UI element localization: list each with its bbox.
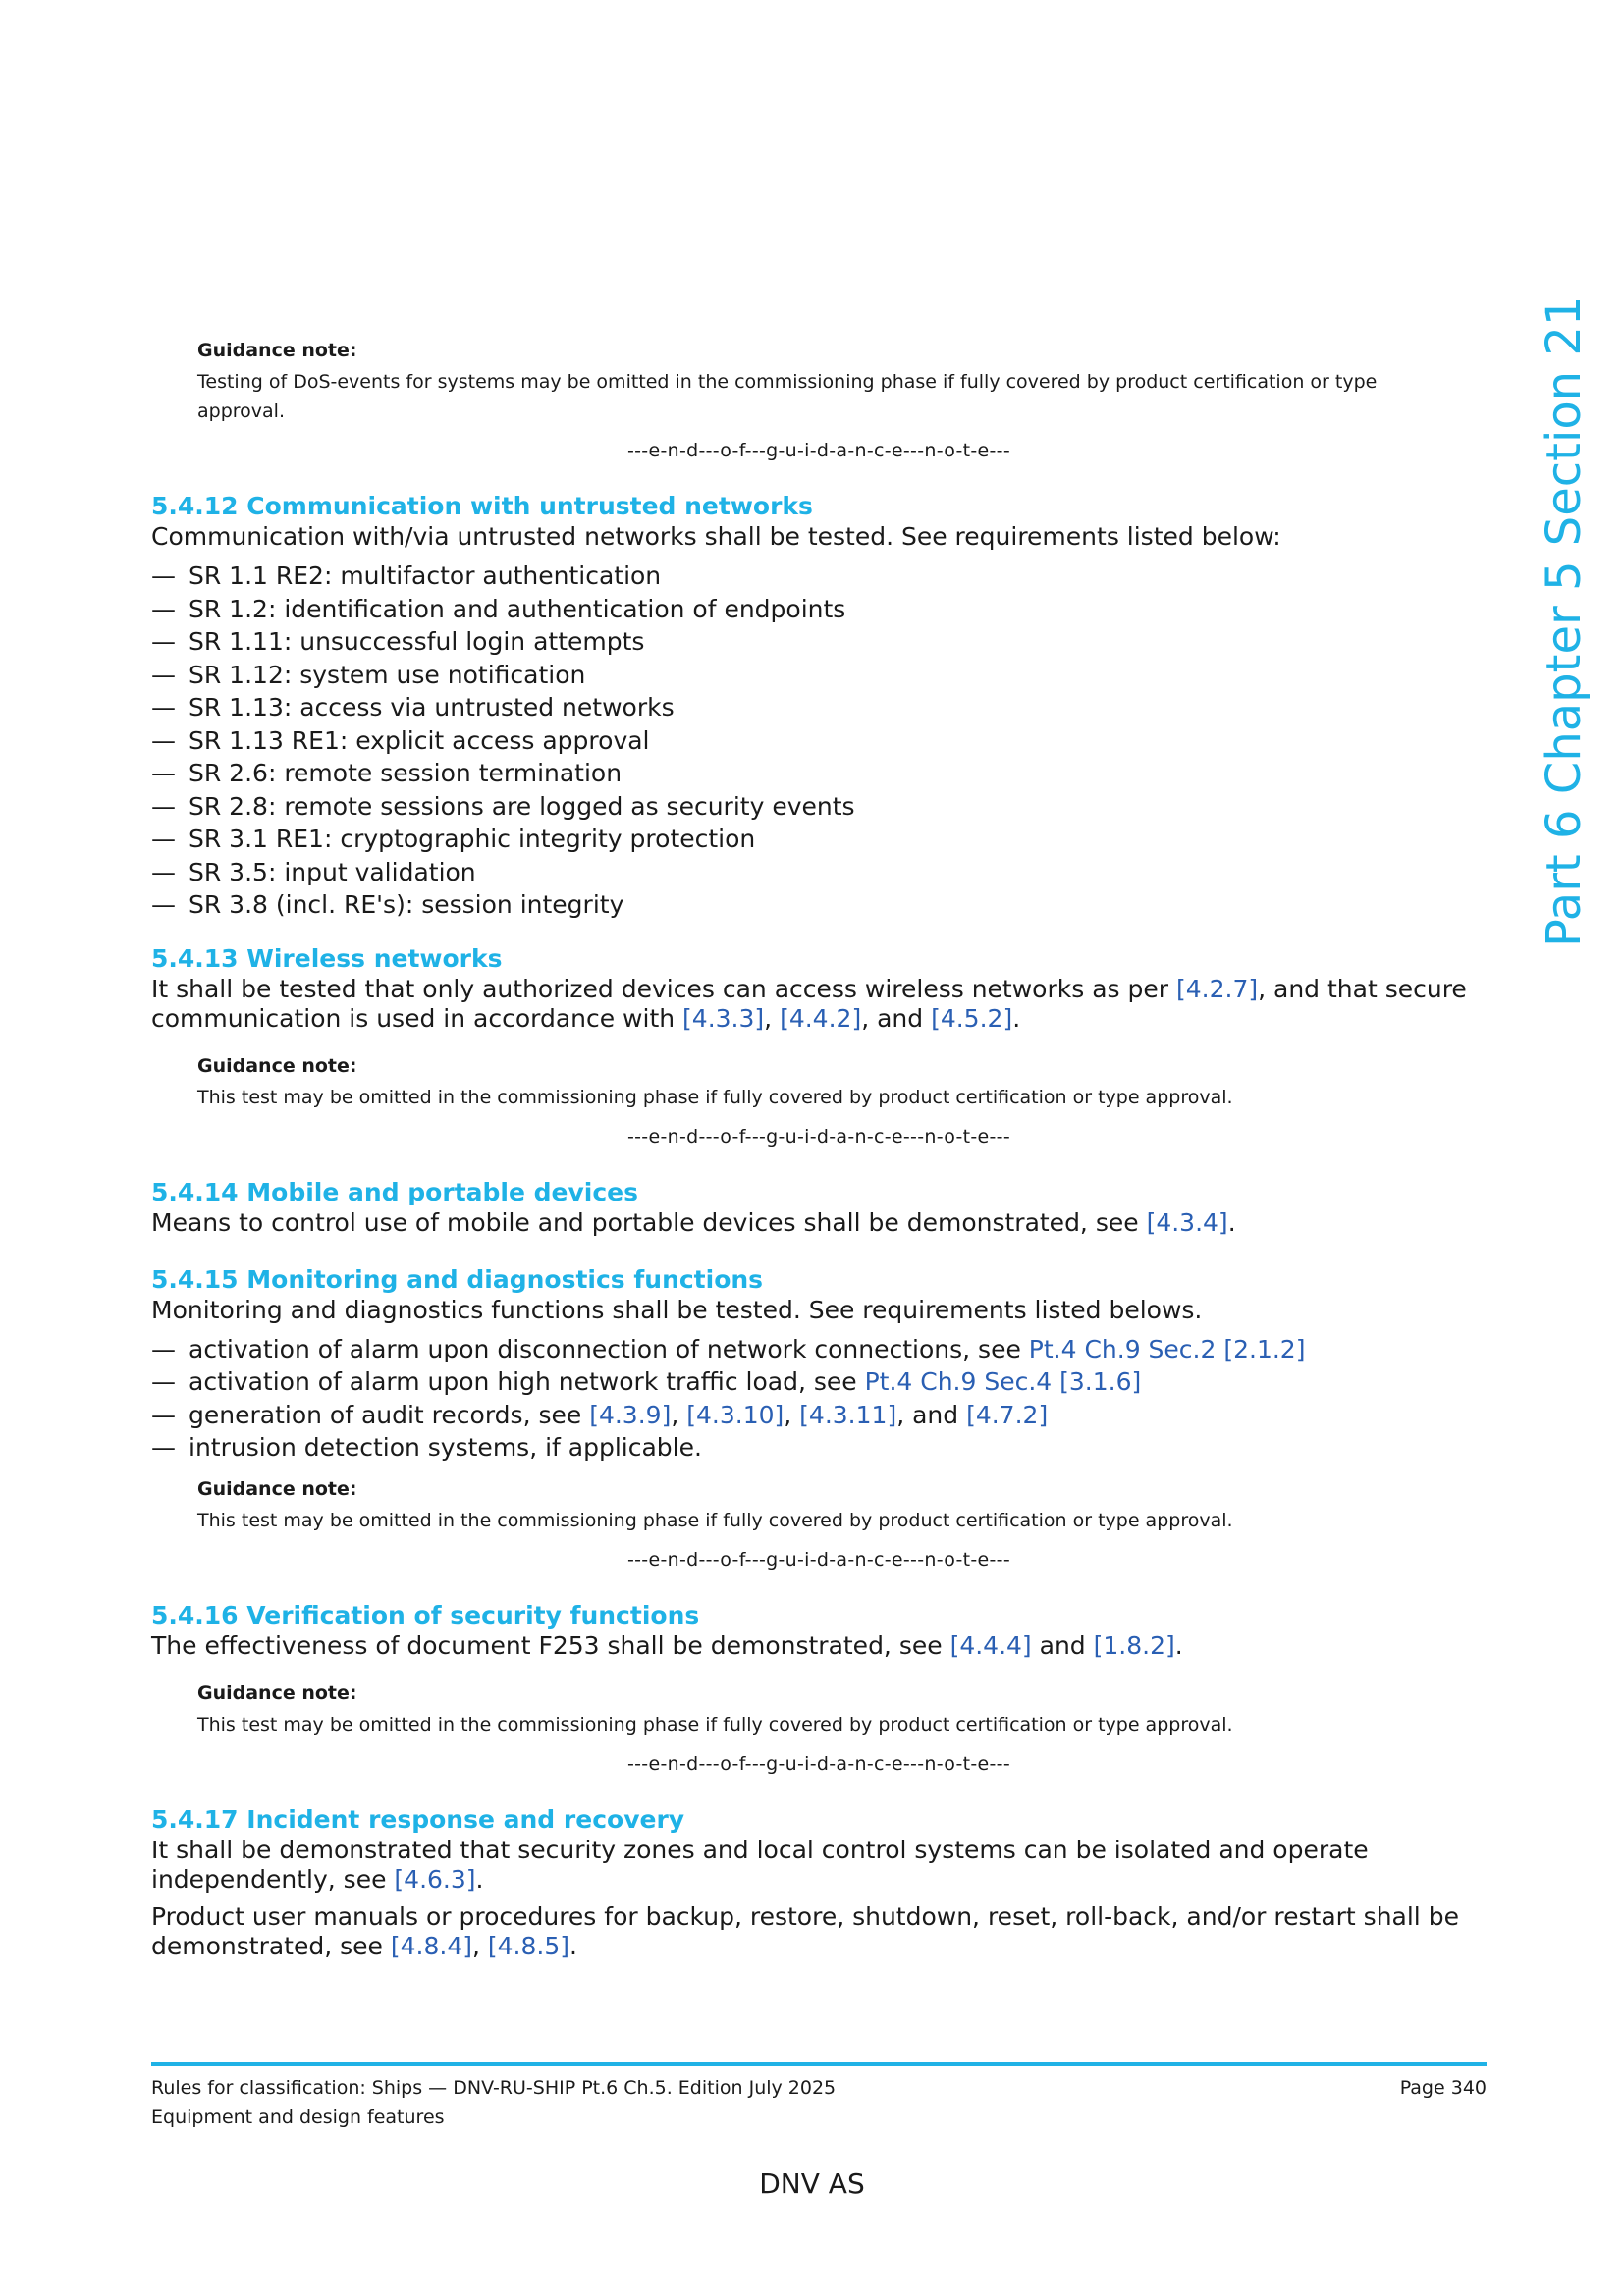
cross-reference-link[interactable]: [4.6.3]: [394, 1864, 476, 1894]
list-item: — SR 1.1 RE2: multifactor authentication: [151, 560, 1487, 593]
text: activation of alarm upon disconnection of network connections, see: [189, 1334, 1029, 1363]
text: Product user manuals or procedures for backup, restore, shutdown, reset, roll-back, and/or restart shall be demonstrated, see: [151, 1901, 1459, 1960]
text: .: [569, 1931, 577, 1960]
requirements-list: [151, 560, 1487, 922]
list-item: — SR 1.13 RE1: explicit access approval: [151, 724, 1487, 758]
text: .: [1012, 1003, 1021, 1033]
page-content: [151, 0, 1487, 1961]
section-intro: Communication with/via untrusted networks shall be tested. See requirements listed below:: [151, 522, 1281, 551]
list-item: [151, 1399, 1487, 1432]
text: ,: [784, 1400, 800, 1429]
section-heading-5-4-16: 5.4.16 Verification of security functions: [151, 1600, 700, 1629]
cross-reference-link[interactable]: [4.5.2]: [931, 1003, 1013, 1033]
list-item: — SR 2.6: remote session termination: [151, 757, 1487, 790]
text: It shall be demonstrated that security zones and local control systems can be isolated and operate independently, see: [151, 1835, 1369, 1894]
section-heading-5-4-12: 5.4.12 Communication with untrusted networks: [151, 492, 813, 520]
guidance-note-end: ---e-n-d---o-f---g-u-i-d-a-n-c-e---n-o-t-e---: [626, 1548, 1010, 1571]
cross-reference-link[interactable]: [4.3.11]: [799, 1400, 897, 1429]
footer-subtitle: Equipment and design features: [151, 2107, 445, 2128]
cross-reference-link[interactable]: [4.3.10]: [686, 1400, 785, 1429]
guidance-note: [197, 338, 1435, 461]
cross-reference-link[interactable]: [1.8.2]: [1093, 1630, 1175, 1660]
cross-reference-link[interactable]: [4.3.4]: [1146, 1207, 1228, 1237]
text: , and: [861, 1003, 932, 1033]
guidance-note-text: Testing of DoS-events for systems may be omitted in the commissioning phase if fully covered by product certification or type approval.: [197, 371, 1378, 422]
text: , and that secure communication is used in accordance with: [151, 974, 1467, 1033]
footer-divider: [151, 2062, 1487, 2066]
text: generation of audit records, see: [189, 1400, 590, 1429]
text: ,: [671, 1400, 687, 1429]
text: ,: [471, 1931, 488, 1960]
text: and: [1031, 1630, 1094, 1660]
text: It shall be tested that only authorized devices can access wireless networks as per: [151, 974, 1176, 1003]
requirements-list: [151, 1333, 1487, 1465]
guidance-note-end: ---e-n-d---o-f---g-u-i-d-a-n-c-e---n-o-t-e---: [626, 1752, 1010, 1775]
list-item: [151, 1333, 1487, 1366]
section-heading-5-4-14: 5.4.14 Mobile and portable devices: [151, 1177, 639, 1206]
list-item: — SR 3.8 (incl. RE's): session integrity: [151, 888, 1487, 922]
text: .: [1174, 1630, 1183, 1660]
text: activation of alarm upon high network traffic load, see: [189, 1367, 865, 1396]
text: The effectiveness of document F253 shall be demonstrated, see: [151, 1630, 950, 1660]
guidance-note-text: This test may be omitted in the commissioning phase if fully covered by product certification or type approval.: [197, 1509, 1233, 1531]
section-paragraph: [151, 1902, 1487, 1961]
list-item: — SR 2.8: remote sessions are logged as security events: [151, 790, 1487, 824]
list-item: — intrusion detection systems, if applicable.: [151, 1431, 1487, 1465]
list-item: — SR 1.12: system use notification: [151, 659, 1487, 692]
footer-info: [151, 2073, 836, 2132]
section-intro: Monitoring and diagnostics functions shall be tested. See requirements listed belows.: [151, 1295, 1203, 1324]
list-item: — SR 1.2: identification and authentication of endpoints: [151, 593, 1487, 626]
guidance-note-end: ---e-n-d---o-f---g-u-i-d-a-n-c-e---n-o-t-e---: [626, 440, 1010, 461]
guidance-note-title: Guidance note:: [197, 340, 357, 361]
footer-document-title: Rules for classification: Ships — DNV-RU-SHIP Pt.6 Ch.5. Edition July 2025: [151, 2077, 837, 2099]
text: ,: [764, 1003, 781, 1033]
cross-reference-link[interactable]: Pt.4 Ch.9 Sec.2 [2.1.2]: [1028, 1334, 1306, 1363]
guidance-note: [197, 1053, 1435, 1148]
cross-reference-link[interactable]: [4.4.4]: [949, 1630, 1032, 1660]
section-paragraph: [151, 1208, 1487, 1238]
text: Means to control use of mobile and portable devices shall be demonstrated, see: [151, 1207, 1147, 1237]
list-item: — SR 3.5: input validation: [151, 856, 1487, 889]
text: , and: [896, 1400, 967, 1429]
cross-reference-link[interactable]: [4.3.9]: [589, 1400, 672, 1429]
guidance-note: [197, 1476, 1435, 1571]
guidance-note-title: Guidance note:: [197, 1682, 357, 1704]
cross-reference-link[interactable]: [4.8.4]: [390, 1931, 472, 1960]
guidance-note-text: This test may be omitted in the commissioning phase if fully covered by product certification or type approval.: [197, 1086, 1233, 1108]
section-heading-5-4-13: 5.4.13 Wireless networks: [151, 943, 503, 973]
cross-reference-link[interactable]: [4.7.2]: [966, 1400, 1049, 1429]
text: .: [475, 1864, 484, 1894]
cross-reference-link[interactable]: Pt.4 Ch.9 Sec.4 [3.1.6]: [864, 1367, 1142, 1396]
page-number: Page 340: [1399, 2077, 1487, 2099]
cross-reference-link[interactable]: [4.8.5]: [487, 1931, 570, 1960]
section-heading-5-4-15: 5.4.15 Monitoring and diagnostics functions: [151, 1264, 764, 1294]
list-item: [151, 1365, 1487, 1399]
section-sidebar-label: Part 6 Chapter 5 Section 21: [1537, 295, 1592, 947]
company-name: DNV AS: [759, 2167, 865, 2200]
list-item: — SR 1.13: access via untrusted networks: [151, 691, 1487, 724]
guidance-note-text: This test may be omitted in the commissioning phase if fully covered by product certification or type approval.: [197, 1713, 1233, 1735]
section-paragraph: [151, 1631, 1487, 1661]
cross-reference-link[interactable]: [4.2.7]: [1175, 974, 1259, 1003]
section-paragraph: [151, 975, 1487, 1034]
guidance-note: [197, 1681, 1435, 1775]
guidance-note-title: Guidance note:: [197, 1477, 357, 1500]
text: .: [1227, 1207, 1236, 1237]
section-heading-5-4-17: 5.4.17 Incident response and recovery: [151, 1804, 685, 1834]
guidance-note-title: Guidance note:: [197, 1054, 357, 1077]
list-item: — SR 3.1 RE1: cryptographic integrity protection: [151, 823, 1487, 856]
section-paragraph: [151, 1836, 1487, 1895]
cross-reference-link[interactable]: [4.4.2]: [780, 1003, 862, 1033]
guidance-note-end: ---e-n-d---o-f---g-u-i-d-a-n-c-e---n-o-t-e---: [626, 1125, 1010, 1148]
cross-reference-link[interactable]: [4.3.3]: [682, 1003, 765, 1033]
list-item: — SR 1.11: unsuccessful login attempts: [151, 625, 1487, 659]
